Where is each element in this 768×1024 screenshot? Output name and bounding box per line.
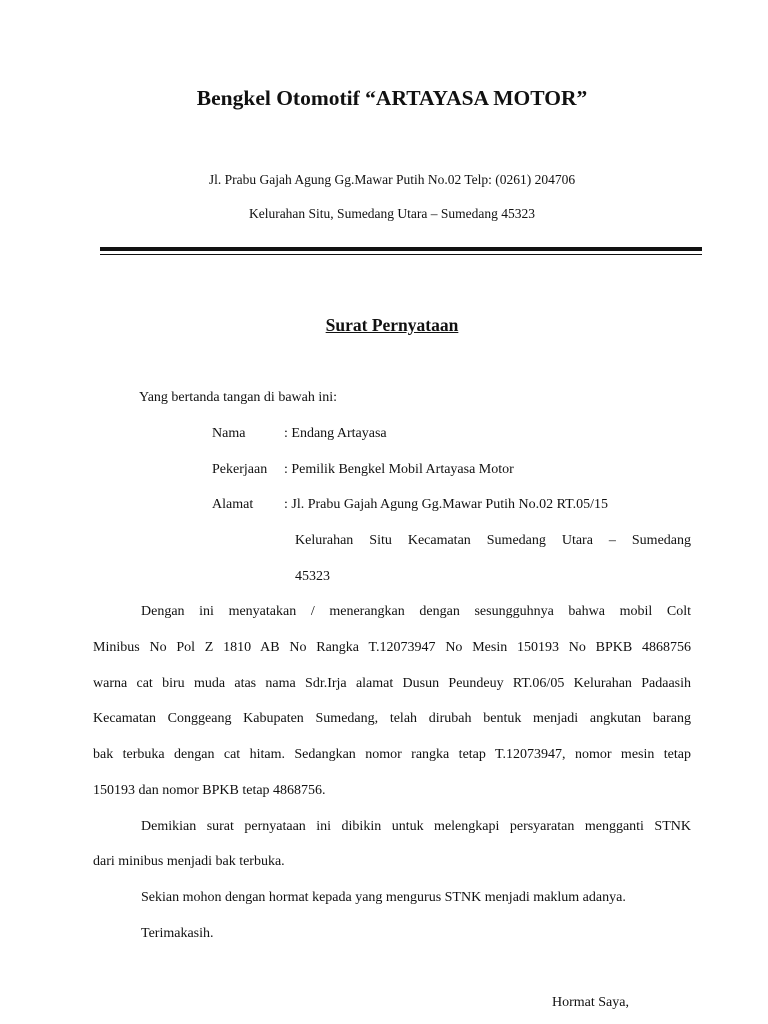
body-line: Demikian surat pernyataan ini dibikin untuk melengkapi persyaratan mengganti STNK [141,819,691,834]
letterhead-address-line-2: Kelurahan Situ, Sumedang Utara – Sumedang 45323 [248,206,536,221]
letterhead-divider-thick [100,247,702,251]
body-line: 150193 dan nomor BPKB tetap 4868756. [93,783,326,798]
field-nama-label: Nama [212,426,246,441]
letterhead-title: Bengkel Otomotif “ARTAYASA MOTOR” [196,86,588,110]
letterhead-divider-thin [100,254,702,255]
body-line: Dengan ini menyatakan / menerangkan dengan sesungguhnya bahwa mobil Colt [141,604,691,619]
field-alamat-continuation-2: 45323 [295,569,330,584]
body-line: Terimakasih. [141,926,214,941]
body-line: bak terbuka dengan cat hitam. Sedangkan nomor rangka tetap T.12073947, nomor mesin tetap [93,747,691,762]
field-alamat-continuation-1: Kelurahan Situ Kecamatan Sumedang Utara – Sumedang [295,533,691,548]
letterhead-address-line-1: Jl. Prabu Gajah Agung Gg.Mawar Putih No.02 Telp: (0261) 204706 [208,172,576,187]
field-pekerjaan-label: Pekerjaan [212,462,268,477]
body-line: Kecamatan Conggeang Kabupaten Sumedang, telah dirubah bentuk menjadi angkutan barang [93,711,691,726]
field-nama-value: : Endang Artayasa [284,426,387,441]
field-alamat-label: Alamat [212,497,254,512]
field-pekerjaan-value: : Pemilik Bengkel Mobil Artayasa Motor [284,462,514,477]
body-line: Sekian mohon dengan hormat kepada yang mengurus STNK menjadi maklum adanya. [141,890,626,905]
closing-text: Hormat Saya, [552,995,629,1010]
body-line: warna cat biru muda atas nama Sdr.Irja alamat Dusun Peundeuy RT.06/05 Kelurahan Padaasih [93,676,691,691]
document-title: Surat Pernyataan [325,315,459,335]
body-line: dari minibus menjadi bak terbuka. [93,854,285,869]
intro-text: Yang bertanda tangan di bawah ini: [139,390,338,405]
field-alamat-value: : Jl. Prabu Gajah Agung Gg.Mawar Putih No.02 RT.05/15 [284,497,608,512]
body-line: Minibus No Pol Z 1810 AB No Rangka T.12073947 No Mesin 150193 No BPKB 4868756 [93,640,691,655]
